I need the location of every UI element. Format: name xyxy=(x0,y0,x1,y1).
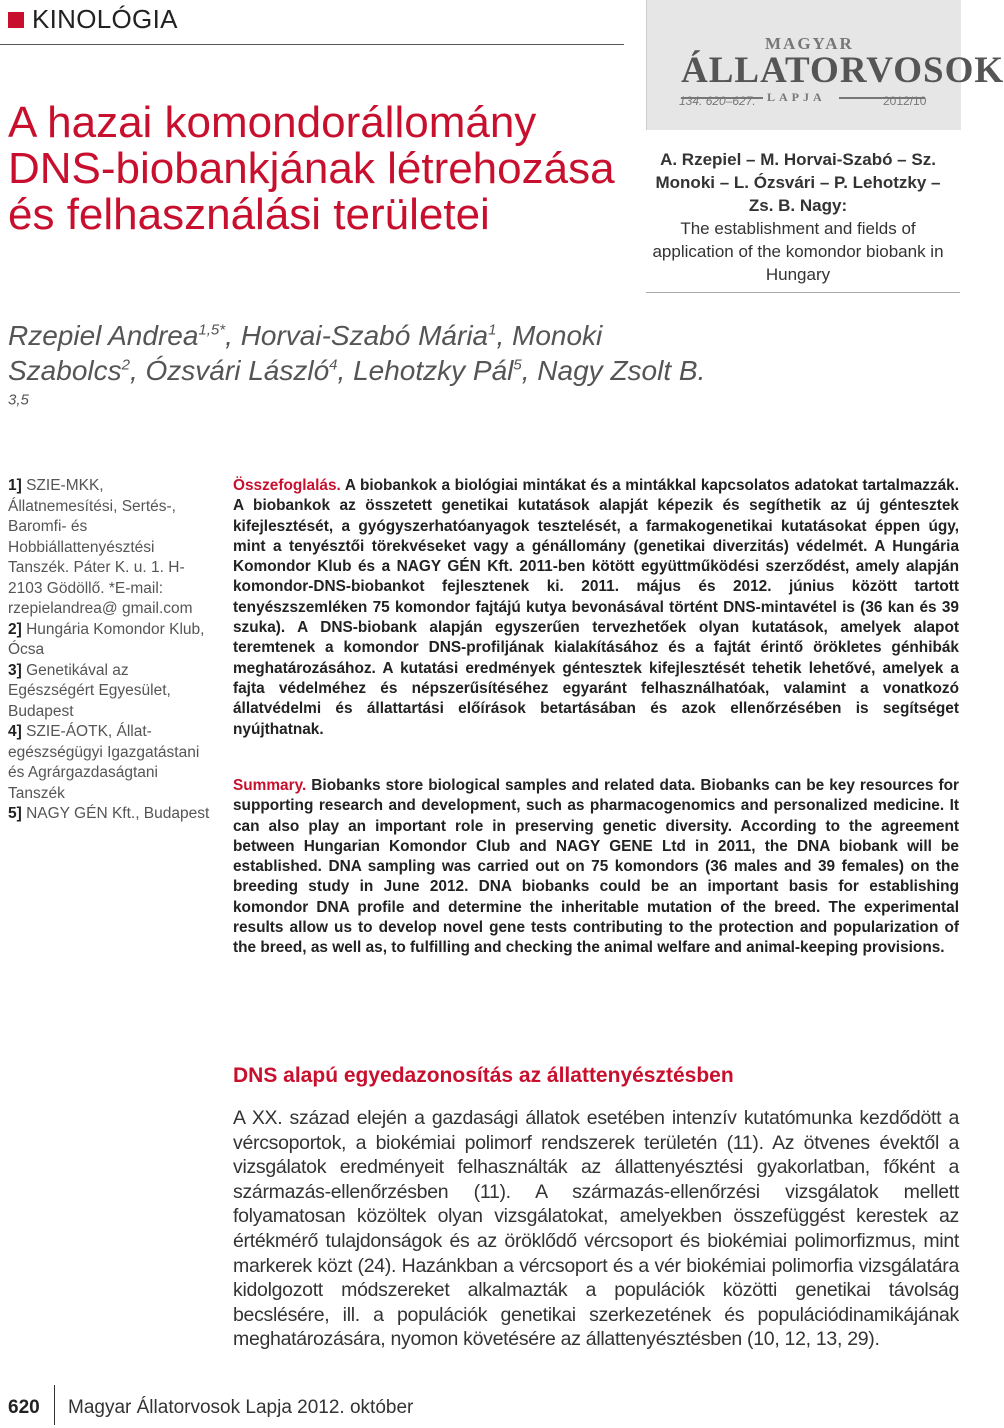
author-affiliation-ref: 3,5 xyxy=(8,391,29,409)
english-title: The establishment and fields of application of the komondor biobank in Hungary xyxy=(652,219,944,284)
affiliation-text: SZIE-MKK, Állatnemesítési, Sertés-, Baromfi- és Hobbiállattenyésztési Tanszék. Páter K. u. 1. H-2103 Gödöllő. *E-mail: rzepielandrea@ gmail.com xyxy=(8,477,193,617)
affiliation-number: 2] xyxy=(8,620,27,638)
author-affiliation-ref: 4 xyxy=(329,356,338,374)
summary-text: Biobanks store biological samples and related data. Biobanks can be key resources for supporting research and development, such as pharmacogenomics and personalized medicine. It can also play an important role in preserving genetic diversity. According to the agreement between Hungarian Komondor Club and NAGY GENE Ltd in 2011, the DNA biobank will be established. DNA sampling was carried out on 75 komondors (36 males and 39 females) on the breeding study in June 2012. DNA biobanks could be an important basis for establishing komondor DNA profile and determine the inheritable mutation of the breed. The experimental results allow us to develop novel gene tests contributing to the protection and popularization of the breed, as well as, to fulfilling and checking the animal welfare and animal-keeping provisions. xyxy=(233,777,959,957)
abstract-text: A biobankok a biológiai mintákat és a mintákkal kapcsolatos adatokat tartalmazzák. A biobankok az összetett genetikai kutatások alapját képezik és segíthetik az új géntesztek kifejlesztését, a gyógyszerhatóanyagok tesztelését, a farmakogenetikai kutatásokat éppen úgy, mint a tenyésztői törekvéseket vagy a génállomány (genetikai diverzitás) védelmét. A Hungária Komondor Klub és a NAGY GÉN Kft. 2011-ben kötött együttműködési szerződést, amely alapján komondor-DNS-biobankot fejlesztenek ki. 2011. május és 2012. június között tartott tenyészszemléken 75 komondor fajtájú kutya bevonásával történt DNS-mintavétel is (36 kan és 39 szuka). A DNS-biobank alapján egyszerűen tervezhetőek olyan kutatások, amelyek alapot teremtenek a komondor DNS-profiljának kialakításához és a fajtát érintő örökletes génhibák meghatározásához. A kutatási eredmények géntesztek kifejlesztését tehetik lehetővé, amelyek a fajta védelméhez és népszerűsítéséhez egyaránt felhasználhatóak, valamint a vonatkozó állatvédelmi és állattartási előírások betartásában és azok ellenőrzésében is segítséget nyújthatnak. xyxy=(233,477,959,738)
author-affiliation-ref: 1,5* xyxy=(198,321,226,339)
affiliations xyxy=(8,476,216,825)
abstract xyxy=(233,476,959,740)
author-list: Rzepiel Andrea$^{1,5*}$, Horvai-Szabó Mária$^1$, Monoki Szabolcs$^2$, Ózsvári László$^4$, Lehotzky Pál$^5$, Nagy Zsolt B. $^{3,5}$ xyxy=(8,320,706,409)
section-label: KINOLÓGIA xyxy=(32,4,178,34)
author-name: Horvai-Szabó Mária xyxy=(240,320,489,351)
summary xyxy=(233,776,959,959)
affiliation-number: 5] xyxy=(8,805,27,822)
affiliation-number: 4] xyxy=(8,723,27,740)
journal-logo-main: ÁLLATORVOSOK xyxy=(681,50,1004,91)
journal-issue: 134. 620–627. xyxy=(679,94,756,108)
author-name: Lehotzky Pál xyxy=(353,355,514,386)
author-name: Nagy Zsolt B. xyxy=(537,355,706,386)
author-name: Ózsvári László xyxy=(145,355,330,386)
page-number: 620 xyxy=(8,1397,40,1418)
affiliation-item xyxy=(8,722,216,804)
footer-journal: Magyar Állatorvosok Lapja 2012. október xyxy=(68,1397,414,1418)
author-name: Monoki Szabolcs xyxy=(8,320,603,386)
affiliation-number: 3] xyxy=(8,661,27,679)
affiliation-text: Genetikával az Egészségért Egyesület, Budapest xyxy=(8,661,171,720)
summary-label: Summary. xyxy=(233,777,307,794)
author-affiliation-ref: 5 xyxy=(513,356,522,374)
author-affiliation-ref: 1 xyxy=(488,321,497,339)
affiliation-item xyxy=(8,620,216,661)
affiliation-item xyxy=(8,476,216,620)
citation-divider xyxy=(646,292,960,293)
journal-logo-top: MAGYAR xyxy=(765,34,854,53)
journal-logo-sub: LAPJA xyxy=(767,90,826,104)
journal-logo-box xyxy=(646,0,1004,130)
affiliation-item xyxy=(8,661,216,723)
affiliation-text: SZIE-ÁOTK, Állat-egészségügyi Igazgatástani és Agrárgazdaságtani Tanszék xyxy=(8,723,200,802)
footer-divider xyxy=(54,1385,55,1425)
abstract-label: Összefoglalás. xyxy=(233,477,341,494)
section-tag xyxy=(8,4,178,35)
article-title: A hazai komondorállomány DNS-biobankjának létrehozása és felhasználási területei xyxy=(8,98,615,239)
affiliation-item xyxy=(8,804,216,825)
english-authors: A. Rzepiel – M. Horvai-Szabó – Sz. Monoki – L. Ózsvári – P. Lehotzky – Zs. B. Nagy: xyxy=(655,150,941,215)
affiliation-text: Hungária Komondor Klub, Ócsa xyxy=(8,620,205,658)
affiliation-number: 1] xyxy=(8,477,27,494)
section-heading: DNS alapú egyedazonosítás az állattenyésztésben xyxy=(233,1064,734,1087)
author-name: Rzepiel Andrea xyxy=(8,320,199,351)
journal-date: 2012/10 xyxy=(883,94,927,108)
author-affiliation-ref: 2 xyxy=(121,356,130,374)
english-citation xyxy=(648,148,948,286)
body-paragraph: A XX. század elején a gazdasági állatok esetében intenzív kutatómunka kezdődött a vércsoportok, a biokémiai polimorf rendszerek területén (11). Az ötvenes évektől a vizsgálatok eredményeit felhasználták az állattenyésztési gyakorlatban, főként a származás-ellenőrzésben (11). A származás-ellenőrzési vizsgálatok mellett folyamatosan közöltek olyan vizsgálatokat, amelyekben összefüggést kerestek az értékmérő tulajdonságok és az öröklődő vércsoport és biokémiai polimorfizmus, mint markerek közt (24). Hazánkban a vércsoport és a vér biokémiai polimorfia vizsgálatára kidolgozott módszereket alkalmazták a populációk közötti genetikai távolság becslésére, ill. a populációk genetikai szerkezetének és populációdinamikájának meghatározására, nyomon követésére az állattenyésztésben (10, 12, 13, 29). xyxy=(233,1107,959,1351)
section-divider xyxy=(0,44,624,45)
section-square-icon xyxy=(8,12,24,28)
affiliation-text: NAGY GÉN Kft., Budapest xyxy=(26,805,210,822)
